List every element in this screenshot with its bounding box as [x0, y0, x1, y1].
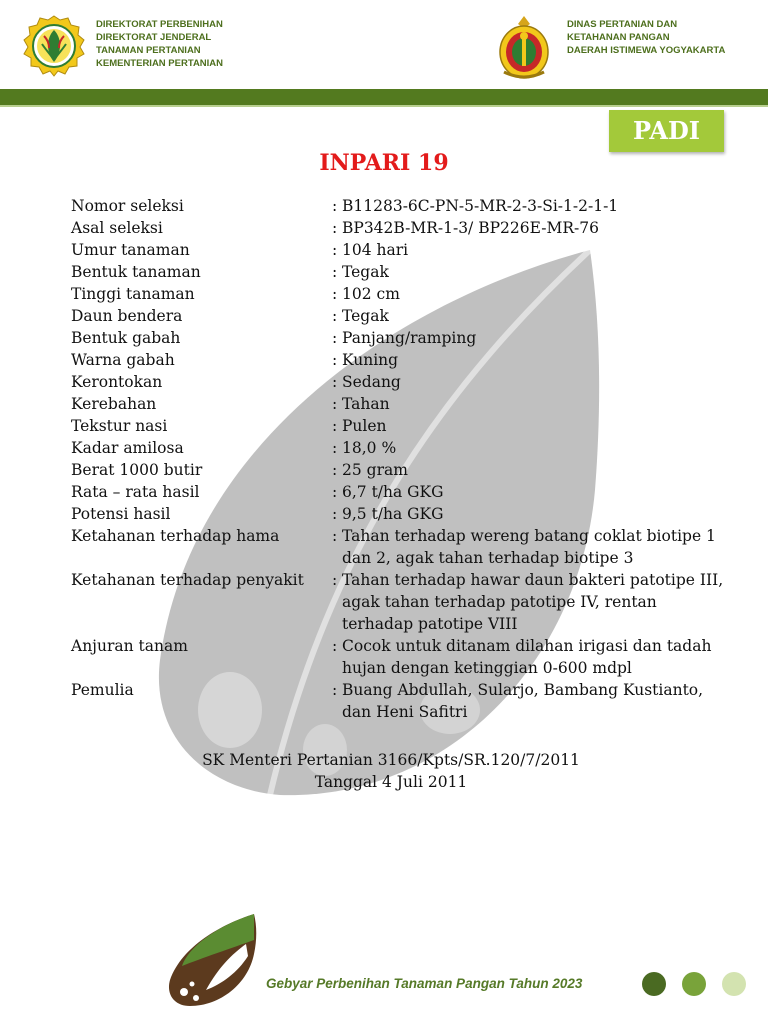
- right-org-line: KETAHANAN PANGAN: [567, 32, 670, 43]
- spec-row: [71, 393, 731, 415]
- spec-colon: :: [332, 285, 338, 303]
- spec-colon: :: [332, 483, 338, 501]
- spec-value-cell: [332, 239, 731, 261]
- spec-colon: :: [332, 527, 338, 545]
- spec-colon: :: [332, 571, 338, 589]
- spec-value: BP342B-MR-1-3/ BP226E-MR-76: [342, 219, 599, 237]
- spec-colon: :: [332, 461, 338, 479]
- footer-event-text: Gebyar Perbenihan Tanaman Pangan Tahun 2023: [266, 976, 583, 991]
- spec-value: Panjang/ramping: [342, 329, 477, 347]
- spec-colon: :: [332, 417, 338, 435]
- spec-row: [71, 239, 731, 261]
- spec-label: Bentuk tanaman: [71, 263, 201, 281]
- spec-colon: :: [332, 219, 338, 237]
- spec-value-cell: [332, 503, 731, 525]
- spec-value-cell: [332, 305, 731, 327]
- spec-value: 102 cm: [342, 285, 400, 303]
- spec-row: [71, 415, 731, 437]
- spec-value-cell: [332, 679, 731, 723]
- spec-row: [71, 195, 731, 217]
- spec-row: [71, 327, 731, 349]
- decree-block: [0, 749, 768, 793]
- decree-number: SK Menteri Pertanian 3166/Kpts/SR.120/7/2011: [202, 751, 580, 769]
- diy-coat-of-arms-icon: [496, 12, 552, 82]
- spec-value-cell: [332, 525, 731, 569]
- spec-row: [71, 371, 731, 393]
- spec-value: Sedang: [342, 373, 401, 391]
- spec-label: Asal seleksi: [71, 219, 163, 237]
- spec-row: [71, 481, 731, 503]
- right-org-line: DAERAH ISTIMEWA YOGYAKARTA: [567, 45, 726, 56]
- spec-label: Umur tanaman: [71, 241, 190, 259]
- decree-date: Tanggal 4 Juli 2011: [314, 773, 468, 791]
- spec-value: Tegak: [342, 307, 389, 325]
- spec-colon: :: [332, 373, 338, 391]
- kementan-emblem-icon: [22, 14, 86, 78]
- spec-label: Bentuk gabah: [71, 329, 181, 347]
- footer-dot: [642, 972, 666, 996]
- spec-label: Kerebahan: [71, 395, 157, 413]
- spec-value-cell: [332, 635, 731, 679]
- spec-value-cell: [332, 459, 731, 481]
- spec-value: Tahan: [342, 395, 390, 413]
- header-band-accent: [0, 105, 768, 107]
- spec-value: Kuning: [342, 351, 399, 369]
- spec-row: [71, 283, 731, 305]
- spec-value-cell: [332, 217, 731, 239]
- spec-value: Tahan terhadap wereng batang coklat biotipe 1 dan 2, agak tahan terhadap biotipe 3: [342, 527, 716, 567]
- right-org-name: [567, 18, 725, 57]
- spec-label: Kerontokan: [71, 373, 163, 391]
- spec-label: Ketahanan terhadap penyakit: [71, 571, 304, 589]
- spec-value-cell: [332, 569, 731, 635]
- variety-title: INPARI 19: [319, 150, 449, 176]
- spec-value: 9,5 t/ha GKG: [342, 505, 444, 523]
- spec-row: [71, 525, 731, 569]
- spec-value-cell: [332, 261, 731, 283]
- spec-row: [71, 569, 731, 635]
- spec-value: Tahan terhadap hawar daun bakteri patotipe III, agak tahan terhadap patotipe IV, rentan terhadap patotipe VIII: [342, 571, 724, 633]
- spec-value-cell: [332, 349, 731, 371]
- spec-colon: :: [332, 351, 338, 369]
- spec-colon: :: [332, 395, 338, 413]
- spec-label: Rata – rata hasil: [71, 483, 200, 501]
- spec-colon: :: [332, 197, 338, 215]
- spec-label: Ketahanan terhadap hama: [71, 527, 280, 545]
- spec-row: [71, 459, 731, 481]
- left-org-line: KEMENTERIAN PERTANIAN: [96, 58, 224, 69]
- spec-value-cell: [332, 481, 731, 503]
- left-org-line: TANAMAN PERTANIAN: [96, 45, 201, 56]
- spec-row: [71, 305, 731, 327]
- spec-table: [71, 195, 731, 723]
- spec-label: Kadar amilosa: [71, 439, 184, 457]
- spec-value: Tegak: [342, 263, 389, 281]
- spec-value: Buang Abdullah, Sularjo, Bambang Kustianto, dan Heni Safitri: [342, 681, 704, 721]
- spec-value: Pulen: [342, 417, 387, 435]
- spec-label: Pemulia: [71, 681, 134, 699]
- spec-row: [71, 261, 731, 283]
- spec-row: [71, 679, 731, 723]
- spec-value-cell: [332, 393, 731, 415]
- category-tag: PADI: [609, 110, 724, 152]
- spec-value: 6,7 t/ha GKG: [342, 483, 444, 501]
- spec-label: Berat 1000 butir: [71, 461, 203, 479]
- spec-value-cell: [332, 283, 731, 305]
- spec-value: B11283-6C-PN-5-MR-2-3-Si-1-2-1-1: [342, 197, 619, 215]
- spec-row: [71, 349, 731, 371]
- spec-value-cell: [332, 195, 731, 217]
- leaf-logo-icon: [162, 910, 262, 1010]
- spec-row: [71, 437, 731, 459]
- spec-label: Potensi hasil: [71, 505, 171, 523]
- header-band: [0, 89, 768, 105]
- spec-colon: :: [332, 241, 338, 259]
- left-org-line: DIREKTORAT JENDERAL: [96, 32, 212, 43]
- spec-row: [71, 503, 731, 525]
- spec-value: 104 hari: [342, 241, 409, 259]
- spec-colon: :: [332, 329, 338, 347]
- spec-value-cell: [332, 437, 731, 459]
- footer-dot: [682, 972, 706, 996]
- left-org-name: [96, 18, 223, 70]
- spec-label: Nomor seleksi: [71, 197, 184, 215]
- spec-value: 25 gram: [342, 461, 408, 479]
- spec-value-cell: [332, 415, 731, 437]
- spec-colon: :: [332, 637, 338, 655]
- spec-value-cell: [332, 371, 731, 393]
- left-org-line: DIREKTORAT PERBENIHAN: [96, 19, 223, 30]
- spec-row: [71, 635, 731, 679]
- right-org-line: DINAS PERTANIAN DAN: [567, 19, 678, 30]
- spec-value-cell: [332, 327, 731, 349]
- spec-row: [71, 217, 731, 239]
- spec-colon: :: [332, 505, 338, 523]
- spec-label: Tinggi tanaman: [71, 285, 195, 303]
- spec-label: Warna gabah: [71, 351, 175, 369]
- spec-label: Daun bendera: [71, 307, 183, 325]
- spec-value: Cocok untuk ditanam dilahan irigasi dan tadah hujan dengan ketinggian 0-600 mdpl: [342, 637, 712, 677]
- footer-dot: [722, 972, 746, 996]
- spec-colon: :: [332, 439, 338, 457]
- spec-label: Anjuran tanam: [71, 637, 188, 655]
- spec-colon: :: [332, 307, 338, 325]
- spec-colon: :: [332, 263, 338, 281]
- spec-colon: :: [332, 681, 338, 699]
- spec-value: 18,0 %: [342, 439, 397, 457]
- spec-label: Tekstur nasi: [71, 417, 168, 435]
